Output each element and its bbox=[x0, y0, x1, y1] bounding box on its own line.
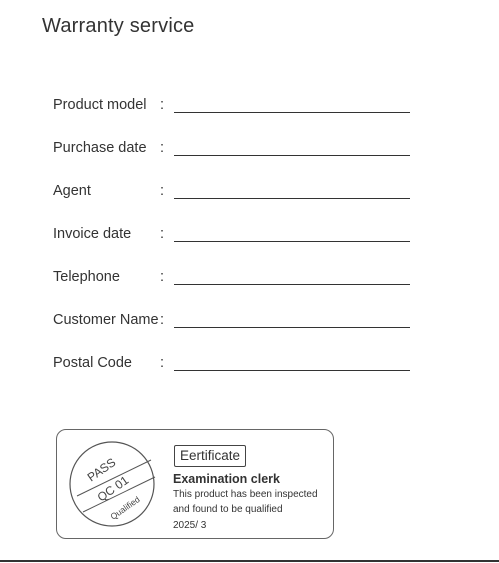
agent-line bbox=[174, 198, 410, 199]
purchase-date-line bbox=[174, 155, 410, 156]
purchase-date-input[interactable] bbox=[174, 139, 414, 157]
colon: : bbox=[160, 226, 165, 242]
telephone-label: Telephone bbox=[53, 269, 120, 285]
customer-name-input[interactable] bbox=[174, 311, 414, 329]
colon: : bbox=[160, 140, 165, 156]
telephone-field bbox=[53, 269, 413, 291]
product-model-field bbox=[53, 97, 413, 119]
inspection-date: 2025/ 3 bbox=[173, 520, 207, 531]
customer-name-field bbox=[53, 312, 413, 334]
invoice-date-field bbox=[53, 226, 413, 248]
purchase-date-label: Purchase date bbox=[53, 140, 147, 156]
colon: : bbox=[160, 269, 165, 285]
inspection-note-line2: and found to be qualified bbox=[173, 504, 283, 515]
invoice-date-line bbox=[174, 241, 410, 242]
postal-code-field bbox=[53, 355, 413, 377]
seal-middle-text: QC 01 bbox=[94, 473, 132, 505]
invoice-date-input[interactable] bbox=[174, 225, 414, 243]
certificate-badge: Eertificate bbox=[174, 445, 246, 467]
customer-name-line bbox=[174, 327, 410, 328]
qc-seal-stamp bbox=[63, 432, 161, 536]
product-model-input[interactable] bbox=[174, 96, 414, 114]
seal-bottom-text: Qualified bbox=[108, 494, 142, 522]
postal-code-input[interactable] bbox=[174, 354, 414, 372]
examination-clerk-label: Examination clerk bbox=[173, 472, 280, 486]
product-model-line bbox=[174, 112, 410, 113]
telephone-input[interactable] bbox=[174, 268, 414, 286]
postal-code-label: Postal Code bbox=[53, 355, 132, 371]
agent-input[interactable] bbox=[174, 182, 414, 200]
customer-name-label: Customer Name bbox=[53, 312, 159, 328]
colon: : bbox=[160, 97, 165, 113]
purchase-date-field bbox=[53, 140, 413, 162]
colon: : bbox=[160, 312, 165, 328]
postal-code-line bbox=[174, 370, 410, 371]
colon: : bbox=[160, 183, 165, 199]
inspection-note-line1: This product has been inspected bbox=[173, 489, 318, 500]
product-model-label: Product model bbox=[53, 97, 147, 113]
page-title: Warranty service bbox=[42, 15, 195, 37]
bottom-divider bbox=[0, 560, 499, 562]
invoice-date-label: Invoice date bbox=[53, 226, 132, 242]
agent-field bbox=[53, 183, 413, 205]
qc-certificate-box bbox=[56, 429, 334, 539]
telephone-line bbox=[174, 284, 410, 285]
agent-label: Agent bbox=[53, 183, 91, 199]
seal-top-text: PASS bbox=[84, 455, 119, 485]
colon: : bbox=[160, 355, 165, 371]
